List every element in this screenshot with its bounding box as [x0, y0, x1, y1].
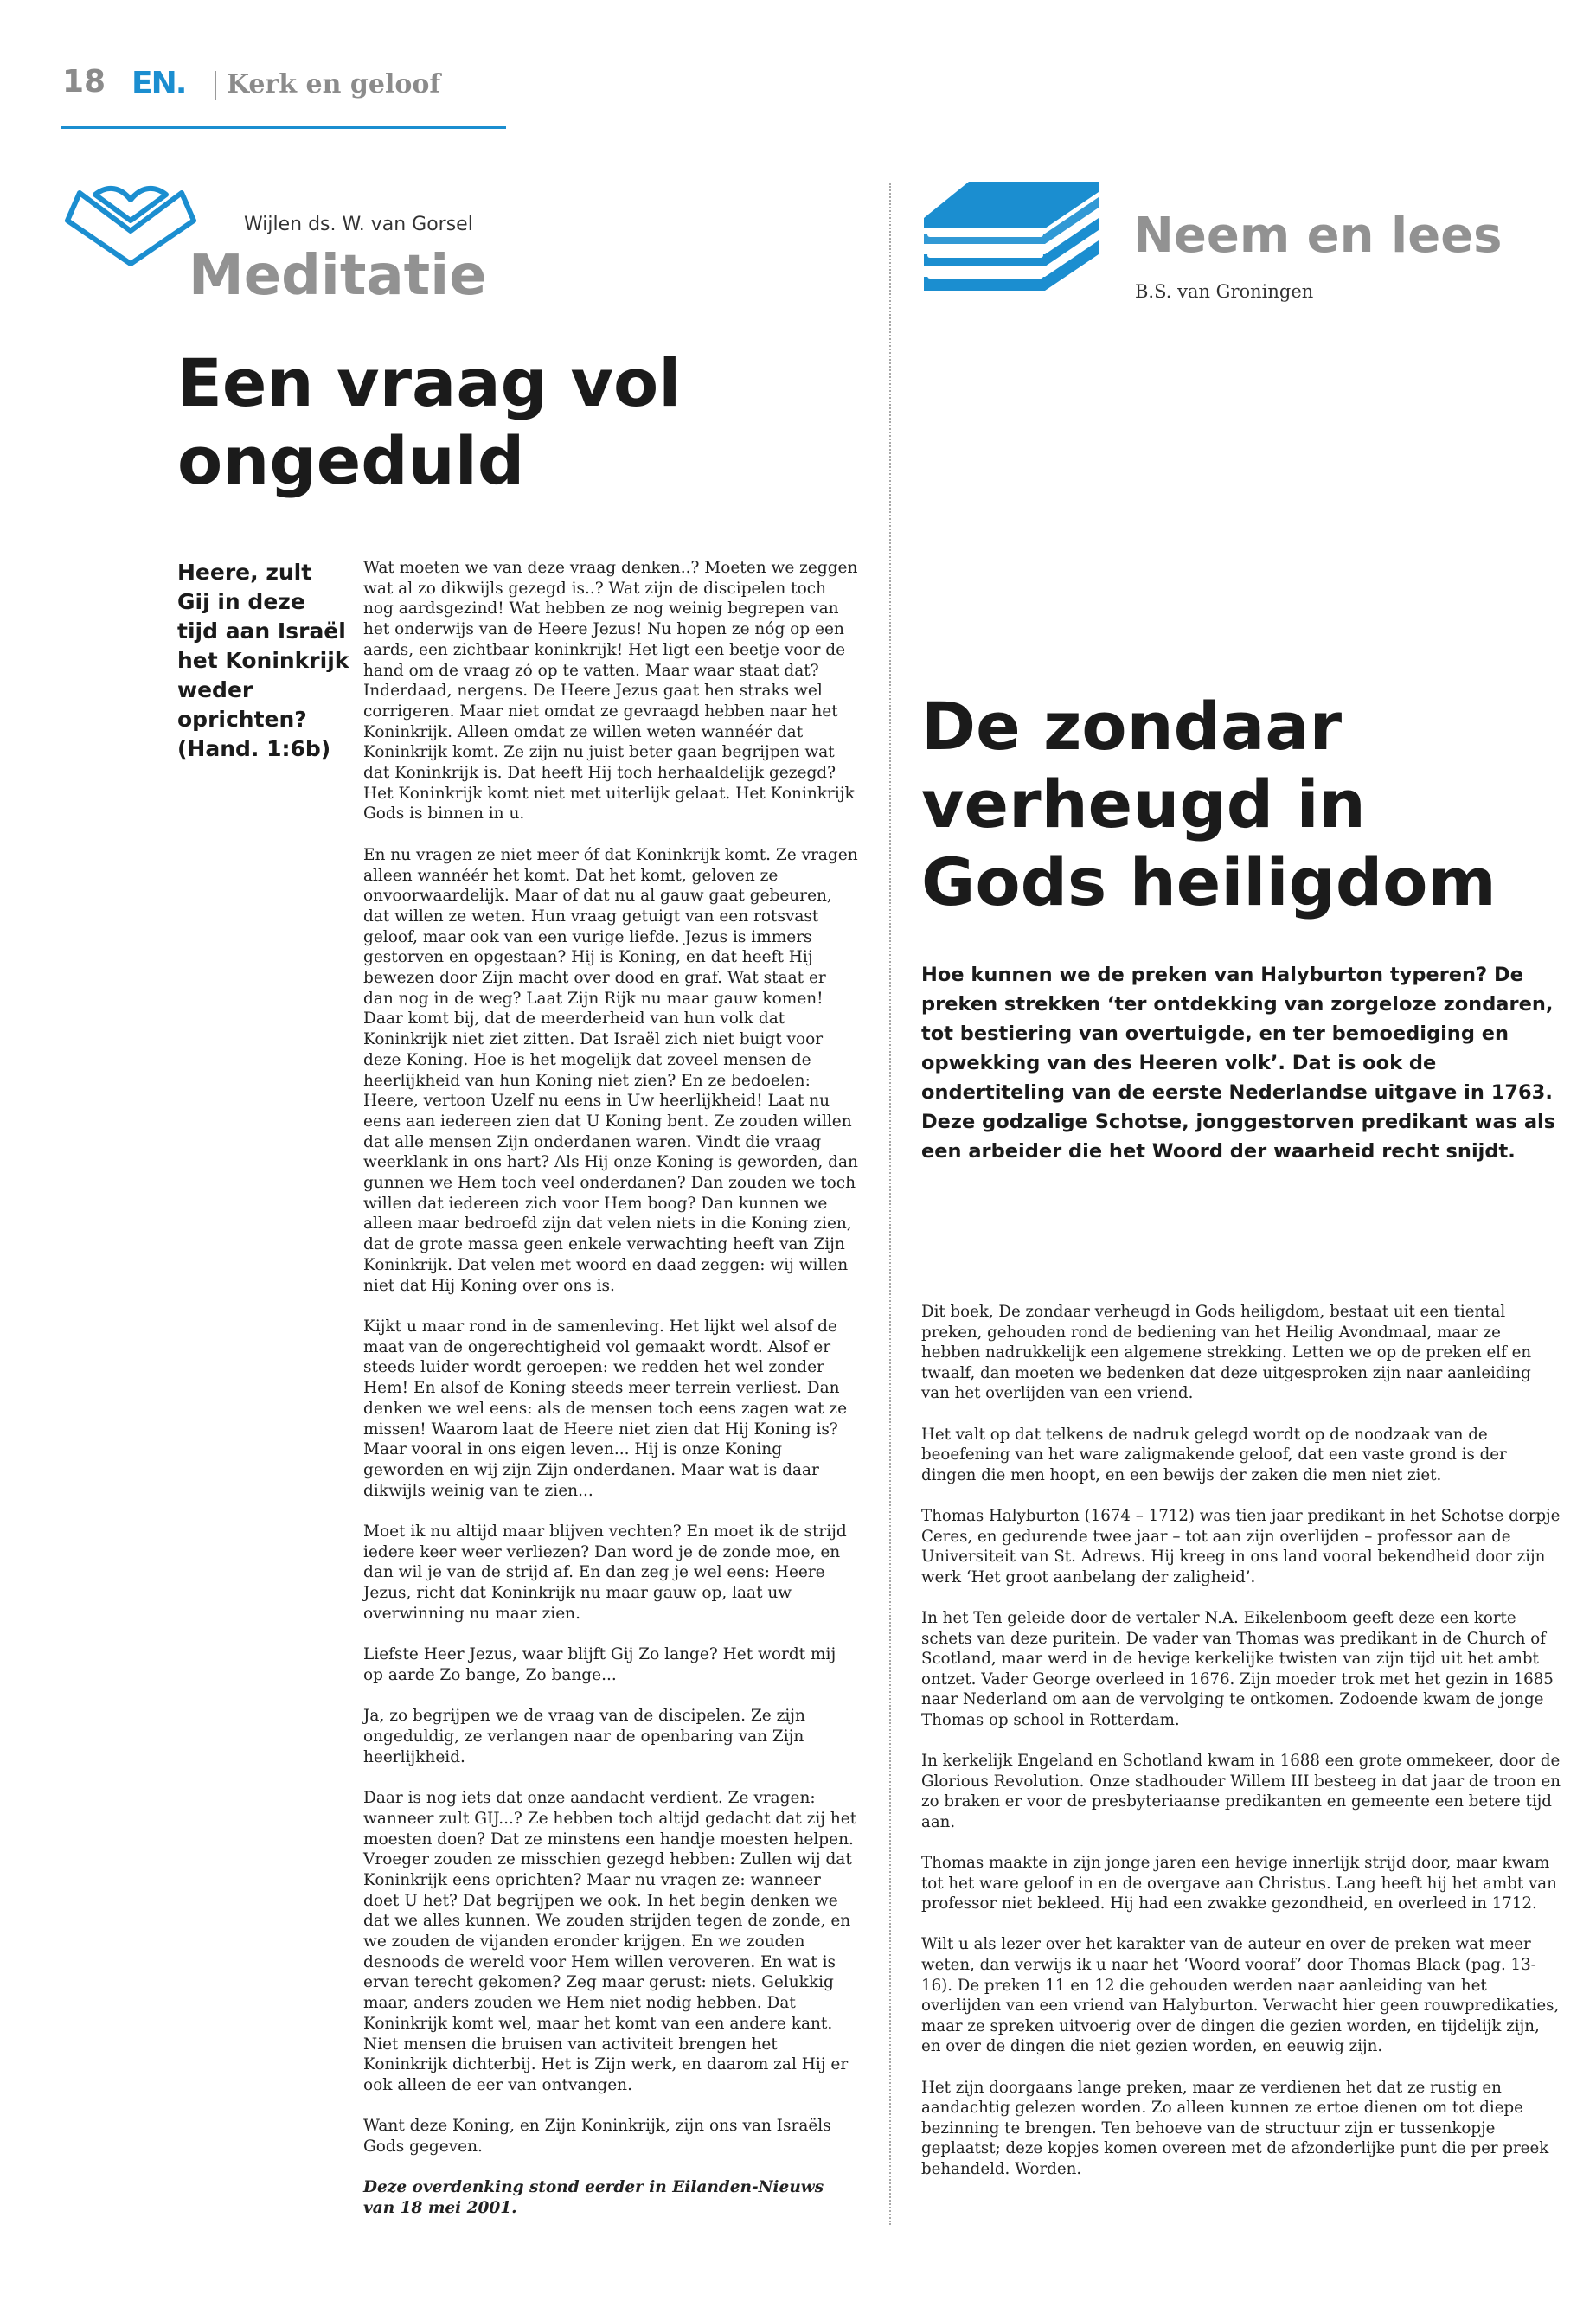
header-separator: [215, 71, 216, 100]
meditation-paragraph: Want deze Koning, en Zijn Koninkrijk, zijn ons van Israëls Gods gegeven.: [363, 2117, 831, 2157]
review-paragraph: Thomas maakte in zijn jonge jaren een hevige innerlijk strijd door, maar kwam tot het ware geloof in en de overgave aan Christus. Lang heeft hij het ambt van professor niet bekleed. Hij had een zwakke gezondheid, en overleed in 1712.: [921, 1854, 1557, 1913]
review-paragraph: In kerkelijk Engeland en Schotland kwam in 1688 een grote ommekeer, door de Glorious Revolution. Onze stadhouder Willem III besteeg in dat jaar de troon en zo braken er voor de presbyteriaanse predikanten en gemeente een betere tijd aan.: [921, 1752, 1561, 1831]
meditation-paragraph: En nu vragen ze niet meer óf dat Koninkrijk komt. Ze vragen alleen wannéér het komt. Dat het komt, geloven ze onvoorwaardelijk. Maar of dat nu al gauw gaat gebeuren, dat willen ze weten. Hun vraag getuigt van een rotsvast geloof, maar ook van een vurige liefde. Jezus is immers gestorven en opgestaan? Hij is Koning, en dat heeft Hij bewezen door Zijn macht over dood en graf. Wat staat er dan nog in de weg? Laat Zijn Rijk nu maar gauw komen! Daar komt bij, dat de meerderheid van hun volk dat Koninkrijk niet ziet zitten. Dat Israël zich niet buigt voor deze Koning. Hoe is het mogelijk dat zoveel mensen de heerlijkheid van hun Koning niet zien? En ze bedoelen: Heere, vertoon Uzelf nu eens in Uw heerlijkheid! Laat nu eens aan iedereen zien dat U Koning bent. Ze zouden willen dat alle mensen Zijn onderdanen waren. Vindt die vraag weerklank in ons hart? Als Hij onze Koning is geworden, dan gunnen we Hem toch veel onderdanen? Dan zouden we toch willen dat iedereen zich voor Hem boog? Dan kunnen we alleen maar bedroefd zijn dat velen niets in die Koning zien, dat de grote massa geen enkele verwachting heeft van Zijn Koninkrijk. Dat velen met woord en daad zeggen: wij willen niet dat Hij Koning over ons is.: [363, 845, 858, 1295]
meditation-byline: Wijlen ds. W. van Gorsel: [244, 214, 473, 235]
review-kicker: Neem en lees: [1133, 208, 1503, 264]
meditation-paragraph: Daar is nog iets dat onze aandacht verdient. Ze vragen: wanneer zult GIJ...? Ze hebben toch altijd gedacht dat zij het moesten doen? Dat ze minstens een handje moesten helpen. Vroeger zouden ze misschien gezegd hebben: Zullen wij dat Koninkrijk eens oprichten? Maar nu vragen ze: wanneer doet U het? Dat begrijpen we ook. In het begin denken we dat we alles kunnen. We zouden strijden tegen de zonde, en we zouden de vijanden eronder krijgen. En we zouden desnoods de wereld voor Hem willen veroveren. En wat is ervan terecht gekomen? Zeg maar gerust: niets. Gelukkig maar, anders zouden we Hem niet nodig hebben. Dat Koninkrijk komt wel, maar het komt van een andere kant. Niet mensen die bruisen van activiteit brengen het Koninkrijk dichterbij. Het is Zijn werk, en daarom zal Hij er ook alleen de eer van ontvangen.: [363, 1789, 857, 2094]
section-name: Kerk en geloof: [227, 69, 441, 99]
page-number: 18: [62, 64, 106, 99]
meditation-paragraph: Moet ik nu altijd maar blijven vechten? En moet ik de strijd iedere keer weer verliezen? Dan word je de zonde moe, en dan wil je van de strijd af. En dan zeg je wel eens: Heere Jezus, richt dat Koninkrijk nu maar gauw op, laat uw overwinning nu maar zien.: [363, 1522, 847, 1623]
review-paragraph: Wilt u als lezer over het karakter van de auteur en over de preken wat meer weten, dan verwijs ik u naar het ‘Woord vooraf’ door Thomas Black (pag. 13-16). De preken 11 en 12 die gehouden werden naar aanleiding van het overlijden van een vriend van Halyburton. Verwacht hier geen rouwpredikaties, maar ze spreken uitvoerig over de dingen die gezien worden, en tijdelijk zijn, en over de dingen die niet gezien worden, en eeuwig zijn.: [921, 1935, 1560, 2056]
review-paragraph: Het valt op dat telkens de nadruk gelegd wordt op de noodzaak van de beoefening van het ware zaligmakende geloof, dat een vaste grond is der dingen die men hoopt, en een bewijs der zaken die men niet ziet.: [921, 1425, 1507, 1484]
meditation-paragraph: Kijkt u maar rond in de samenleving. Het lijkt wel alsof de maat van de ongerechtigheid vol gemaakt wordt. Alsof er steeds luider wordt geroepen: we redden het wel zonder Hem! En alsof de Koning steeds meer terrein verliest. Dan denken we wel eens: als de mensen toch eens zagen wat ze missen! Waarom laat de Heere niet zien dat Hij Koning is? Maar vooral in ons eigen leven... Hij is onze Koning geworden en wij zijn Zijn onderdanen. Maar wat is daar dikwijls weinig van te zien...: [363, 1317, 848, 1500]
review-paragraph: In het Ten geleide door de vertaler N.A. Eikelenboom geeft deze een korte schets van deze puritein. De vader van Thomas was predikant in de Church of Scotland, maar werd in de hevige kerkelijke twisten van zijn tijd uit het ambt ontzet. Vader George overleed in 1676. Zijn moeder trok met het gezin in 1685 naar Nederland om aan de vervolging te ontkomen. Zodoende kwam de jonge Thomas op school in Rotterdam.: [921, 1608, 1554, 1729]
review-paragraph: Thomas Halyburton (1674 – 1712) was tien jaar predikant in het Schotse dorpje Ceres, en gedurende twee jaar – tot aan zijn overlijden – professor aan de Universiteit van St. Adrews. Hij kreeg in ons land vooral bekendheid door zijn werk ‘Het groot aanbelang der zaligheid’.: [921, 1506, 1561, 1586]
meditation-headline: Een vraag vol ongeduld: [177, 344, 682, 499]
meditation-paragraph: Liefste Heer Jezus, waar blijft Gij Zo lange? Het wordt mij op aarde Zo bange, Zo bange...: [363, 1645, 836, 1684]
meditation-paragraph: Ja, zo begrijpen we de vraag van de discipelen. Ze zijn ongeduldig, ze verlangen naar de openbaring van Zijn heerlijkheid.: [363, 1707, 805, 1766]
review-paragraph: Het zijn doorgaans lange preken, maar ze verdienen het dat ze rustig en aandachtig gelezen worden. Zo alleen kunnen ze ertoe dienen om tot diepe bezinning te brengen. Ten behoeve van de structuur zijn er tussenkopje geplaatst; deze kopjes komen overeen met de afzonderlijke punt die per preek behandeld. Worden.: [921, 2078, 1549, 2178]
review-paragraph: Dit boek, De zondaar verheugd in Gods heiligdom, bestaat uit een tiental preken, gehouden rond de bediening van het Heilig Avondmaal, maar ze hebben nadrukkelijk een algemene strekking. Letten we op de preken elf en twaalf, dan moeten we bedenken dat deze uitgesproken zijn naar aanleiding van het overlijden van een vriend.: [921, 1303, 1532, 1403]
meditation-pullquote: Heere, zult Gij in deze tijd aan Israël het Koninkrijk weder oprichten? (Hand. 1:6b): [177, 560, 349, 761]
review-headline: De zondaar verheugd in Gods heiligdom: [921, 688, 1497, 920]
meditation-credit: Deze overdenking stond eerder in Eilanden-Nieuws van 18 mei 2001.: [363, 2178, 824, 2218]
review-lead: Hoe kunnen we de preken van Halyburton typeren? De preken strekken ‘ter ontdekking van zorgeloze zondaren, tot bestiering van overtuigde, en ter bemoediging en opwekking van des Heeren volk’. Dat is ook de ondertiteling van de eerste Nederlandse uitgave in 1763. Deze godzalige Schotse, jonggestorven predikant was als een arbeider die het Woord der waarheid recht snijdt.: [921, 964, 1556, 1163]
review-byline: B.S. van Groningen: [1135, 281, 1314, 302]
stacked-books-icon: [915, 180, 1101, 318]
open-book-heart-icon: [61, 177, 201, 272]
review-body: [921, 1302, 1561, 2200]
meditation-kicker: Meditatie: [189, 244, 487, 308]
column-divider: [889, 183, 891, 2225]
meditation-paragraph: Wat moeten we van deze vraag denken..? Moeten we zeggen wat al zo dikwijls gezegd is..? Wat zijn de discipelen toch nog aardsgezind! Wat hebben ze nog weinig begrepen van het onderwijs van de Heere Jezus! Nu hopen ze nóg op een aards, een zichtbaar koninkrijk! Het ligt een beetje voor de hand om de vraag zó op te vatten. Maar waar staat dat? Inderdaad, nergens. De Heere Jezus gaat hen straks wel corrigeren. Maar niet omdat ze gevraagd hebben naar het Koninkrijk. Alleen omdat ze willen weten wannéér dat Koninkrijk komt. Ze zijn nu juist beter gaan begrijpen wat dat Koninkrijk is. Dat heeft Hij toch herhaaldelijk gezegd? Het Koninkrijk komt niet met uiterlijk gelaat. Het Koninkrijk Gods is binnen in u.: [363, 559, 858, 824]
meditation-body: [363, 558, 860, 2240]
header-rule: [61, 126, 506, 129]
publication-logo: EN.: [131, 66, 186, 101]
